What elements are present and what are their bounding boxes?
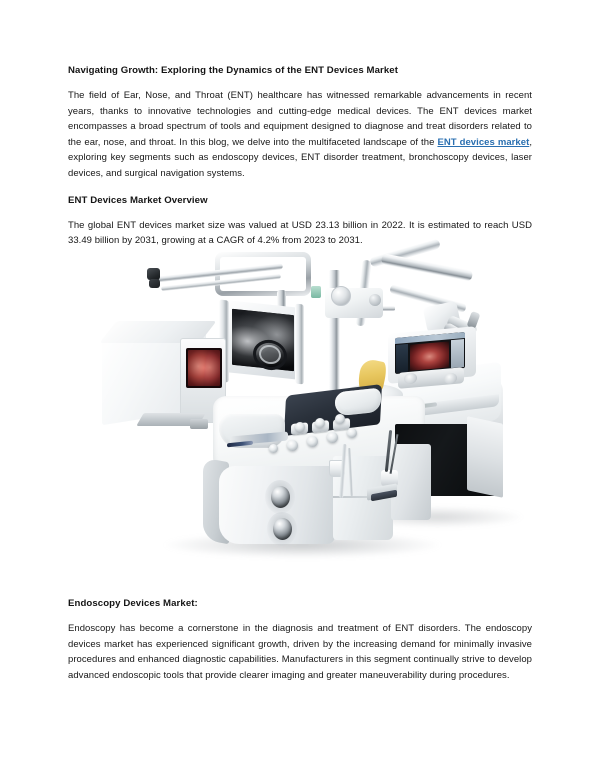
ent-devices-market-link[interactable]: ENT devices market [437, 136, 530, 148]
center-display-right-post [295, 304, 304, 385]
cabinet-handle-lower[interactable] [267, 512, 297, 546]
center-display-assembly [223, 290, 323, 402]
market-overview-paragraph: The global ENT devices market size was valued at USD 23.13 billion in 2022. It is estimated to reach USD 33.49 billion by 2031, growing at a CAGR of 4.2% from 2023 to 2031. [68, 219, 532, 247]
cabinet-handle-upper[interactable] [265, 480, 295, 514]
console-knob[interactable] [287, 440, 298, 451]
boom-camera-lens [149, 279, 160, 288]
crt-monitor-screen [186, 348, 222, 388]
flat-panel-left-pane [396, 344, 408, 373]
intro-paragraph-text-after-link: , exploring key segments such as endoscopy devices, ENT disorder treatment, bronchoscopy devices, laser devices, and surgical navigation systems. [68, 136, 532, 179]
center-scope-lens [331, 286, 351, 306]
ent-workstation-figure [0, 248, 600, 588]
page-title: Navigating Growth: Exploring the Dynamics of the ENT Devices Market [68, 65, 399, 76]
intro-paragraph [68, 88, 532, 182]
workstation-side-panel [467, 416, 503, 498]
endoscopy-section [68, 597, 532, 683]
endoscopy-heading: Endoscopy Devices Market: [68, 598, 198, 609]
crt-monitor-foot [190, 419, 208, 429]
microscope-arm-mid [381, 253, 473, 281]
crt-monitor [102, 321, 226, 428]
console-knob[interactable] [307, 436, 318, 447]
flat-panel-monitor [388, 330, 476, 392]
console-knob[interactable] [269, 444, 278, 453]
market-overview-heading: ENT Devices Market Overview [68, 194, 208, 206]
console-knob[interactable] [315, 418, 325, 428]
console-knob[interactable] [335, 414, 345, 424]
endoscopy-paragraph: Endoscopy has become a cornerstone in the diagnosis and treatment of ENT disorders. The endoscopy devices market has experienced significant growth, driven by the increasing demand for minimally invasive procedures and enhanced diagnostic capabilities. Manufacturers in this segment continually strive to develop advanced endoscopic tools that provide clearer imaging and greater maneuverability during procedures. [68, 623, 532, 681]
crt-endoscopic-image [188, 350, 220, 386]
cabinet-handle-knob [271, 486, 290, 508]
ent-workstation-photo [95, 248, 507, 583]
document-content [68, 64, 532, 249]
intro-paragraph-text-before-link: The field of Ear, Nose, and Throat (ENT) healthcare has witnessed remarkable advancements in recent years, thanks to innovative technologies and cutting-edge medical devices. The ENT devices market encompasses a broad spectrum of tools and equipment designed to diagnose and treat disorders related to the ear, nose, and throat. In this blog, we delve into the multifaceted landscape of the [68, 90, 532, 148]
flat-panel-right-pane [451, 339, 464, 368]
center-scope-focus-knob [369, 294, 381, 306]
console-knob[interactable] [327, 432, 338, 443]
flat-panel-endoscopic-image [410, 341, 449, 370]
console-knob[interactable] [295, 422, 305, 432]
cabinet-handle-knob [273, 518, 292, 540]
console-knob[interactable] [347, 428, 357, 438]
